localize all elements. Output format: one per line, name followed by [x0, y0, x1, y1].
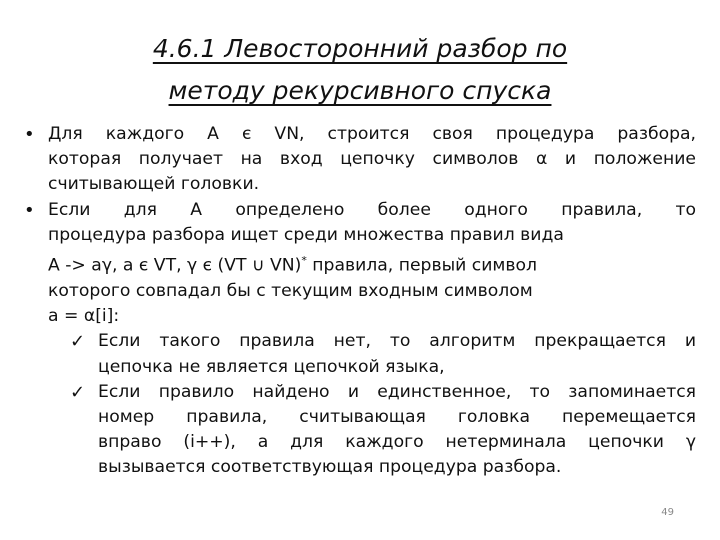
- bullet-text-1: [48, 122, 696, 198]
- bullet-marker: •: [24, 124, 35, 145]
- grammar-rule-tail: правила, первый символ: [306, 255, 537, 276]
- bullet-text-2: [48, 198, 696, 330]
- kleene-star: *: [301, 254, 307, 268]
- sub-2-line-2: номер правила, считывающая головка перемещается: [98, 406, 696, 427]
- checkmark-icon: ✓: [70, 331, 86, 353]
- sub-2-line-4: вызывается соответствующая процедура разбора.: [98, 457, 562, 478]
- bullet-1-line-2: которая получает на вход цепочку символов α и положение: [48, 149, 696, 170]
- bullet-2-line-4: которого совпадал бы с текущим входным символом: [48, 280, 533, 301]
- slide-title-line-2: методу рекурсивного спуска: [168, 76, 552, 105]
- bullet-1-line-3: считывающей головки.: [48, 174, 260, 195]
- sub-text-2: [98, 380, 696, 481]
- sub-1-line-2: цепочка не является цепочкой языка,: [98, 356, 445, 377]
- bullet-2-line-5: a = α[i]:: [48, 306, 120, 327]
- slide-title: [40, 28, 680, 112]
- page-number: 49: [661, 507, 674, 518]
- slide-title-line-1: 4.6.1 Левосторонний разбор по: [152, 34, 568, 63]
- bullet-1-line-1: Для каждого А є VN, строится своя процедура разбора,: [48, 124, 696, 144]
- bullet-item-1: [24, 122, 696, 198]
- bullet-item-2: [24, 198, 696, 330]
- sub-item-2: [24, 380, 696, 481]
- bullet-marker: •: [24, 199, 35, 221]
- bullet-2-line-3: [48, 248, 696, 279]
- grammar-rule-text: A -> aγ, a є VT, γ є (VT ∪ VN): [48, 255, 302, 276]
- sub-2-line-3: вправо (i++), а для каждого нетерминала цепочки γ: [98, 432, 696, 453]
- slide-body: [24, 122, 696, 481]
- bullet-2-line-2: процедура разбора ищет среди множества правил вида: [48, 224, 564, 245]
- sub-text-1: [98, 329, 696, 379]
- sub-1-line-1: Если такого правила нет, то алгоритм прекращается и: [98, 331, 696, 352]
- bullet-2-line-1: Если для А определено более одного правила, то: [48, 199, 696, 220]
- checkmark-icon: ✓: [70, 381, 86, 403]
- sub-item-1: [24, 329, 696, 379]
- sub-2-line-1: Если правило найдено и единственное, то запоминается: [98, 381, 696, 402]
